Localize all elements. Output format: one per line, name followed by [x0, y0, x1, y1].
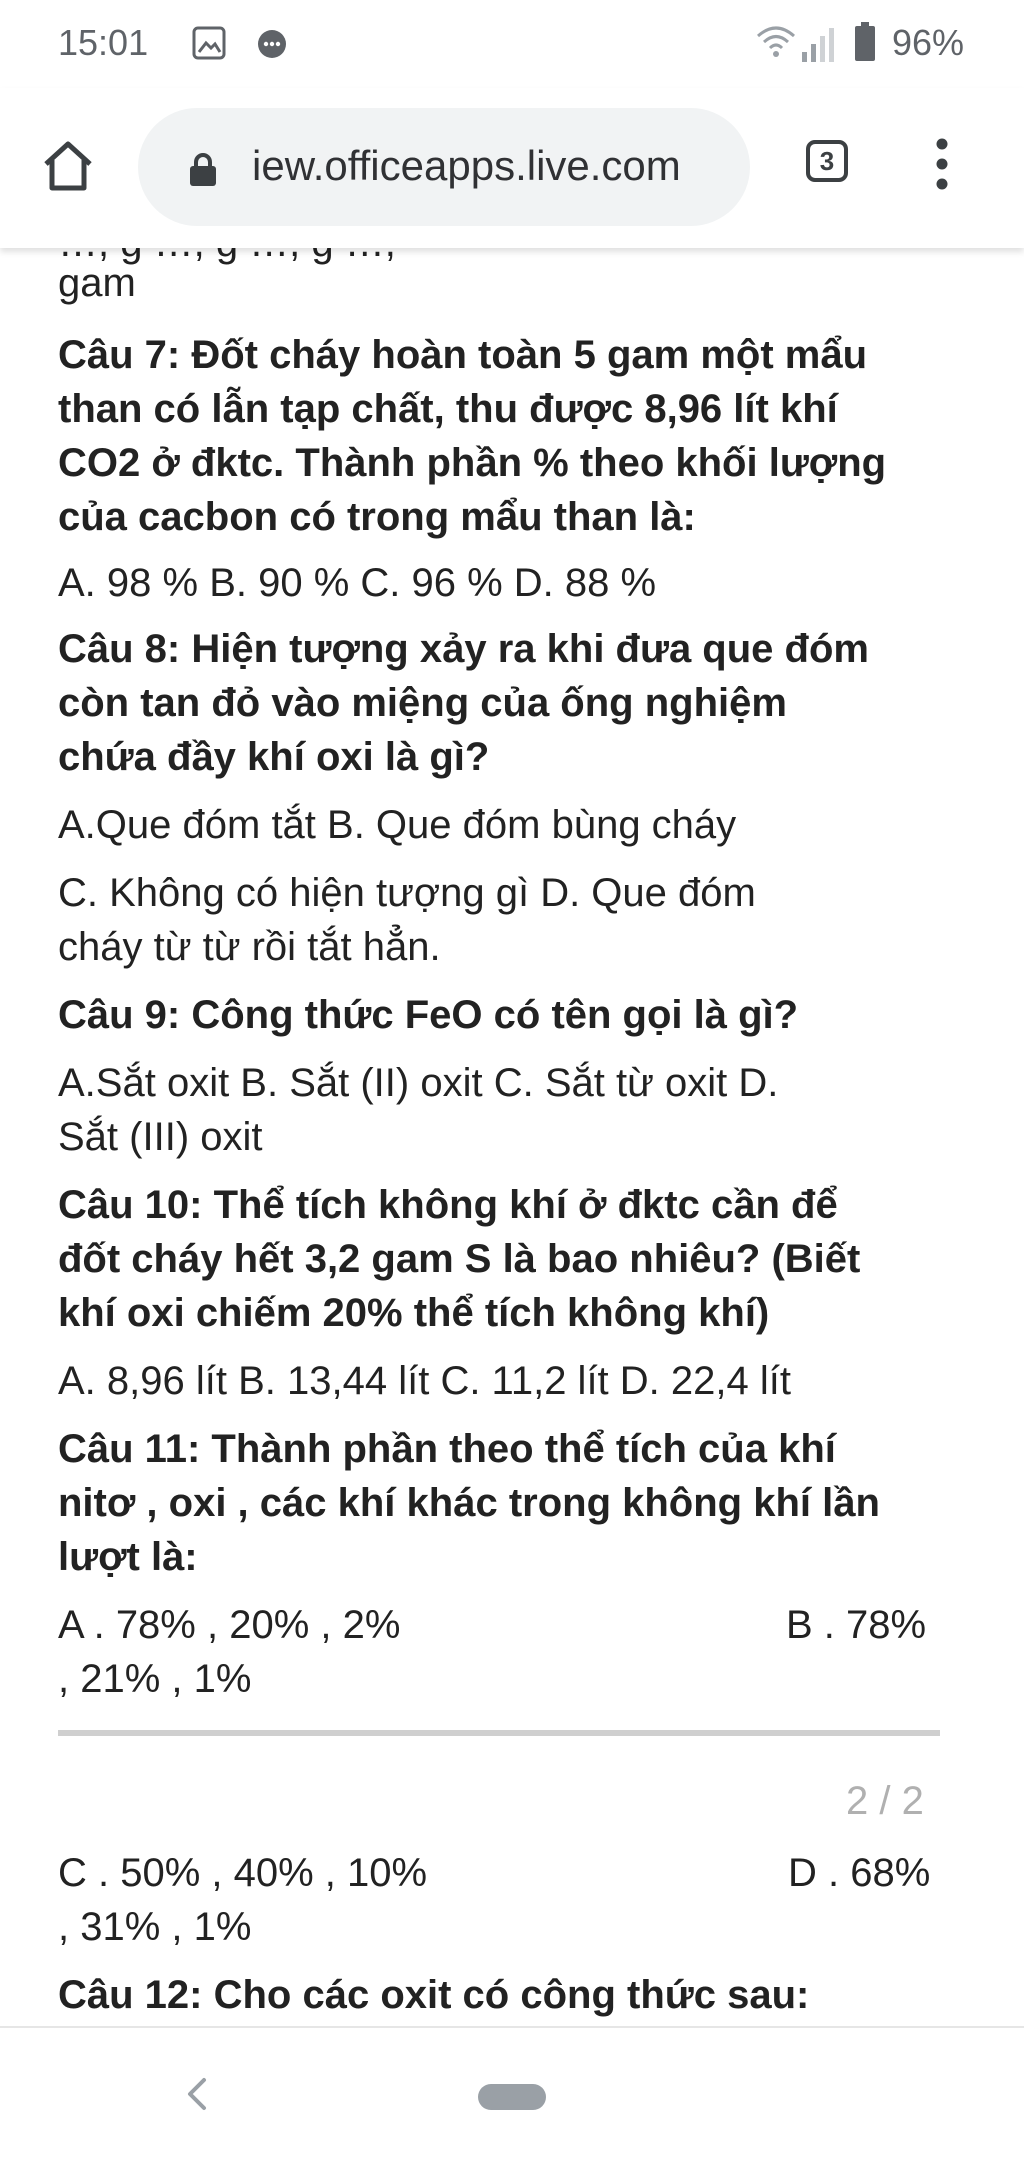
question-8-line-3: chứa đầy khí oxi là gì? — [58, 735, 490, 779]
back-icon[interactable] — [182, 2074, 212, 2114]
url-text[interactable]: iew.officeapps.live.com — [252, 142, 681, 189]
question-8-line-1: Câu 8: Hiện tượng xảy ra khi đưa que đóm — [58, 627, 869, 671]
battery-percent: 96% — [892, 22, 965, 63]
question-11-answer-a: A . 78% , 20% , 2% — [58, 1603, 401, 1647]
status-bar — [0, 0, 1024, 88]
prev-answer-tail: gam — [58, 261, 136, 305]
question-11-answer-d: D . 68% — [788, 1851, 931, 1895]
question-8-answers-1: A.Que đóm tắt B. Que đóm bùng cháy — [58, 803, 737, 847]
question-11-answer-b-cont: , 21% , 1% — [58, 1657, 252, 1701]
page-separator — [58, 1730, 940, 1736]
question-10-line-2: đốt cháy hết 3,2 gam S là bao nhiêu? (Biết — [58, 1237, 861, 1281]
question-8-answers-3: cháy từ từ rồi tắt hẳn. — [58, 925, 441, 969]
page-indicator: 2 / 2 — [846, 1779, 924, 1823]
question-10-line-3: khí oxi chiếm 20% thể tích không khí) — [58, 1291, 770, 1335]
lock-icon — [188, 152, 218, 186]
question-8-line-2: còn tan đỏ vào miệng của ống nghiệm — [58, 681, 787, 725]
question-11-answer-d-cont: , 31% , 1% — [58, 1905, 252, 1949]
question-11-answer-b: B . 78% — [786, 1603, 927, 1647]
question-7-line-1: Câu 7: Đốt cháy hoàn toàn 5 gam một mẩu — [58, 333, 868, 377]
battery-icon — [854, 22, 876, 62]
signal-icon — [800, 24, 840, 64]
tab-switcher-button[interactable]: 3 — [806, 140, 848, 182]
question-9-line-1: Câu 9: Công thức FeO có tên gọi là gì? — [58, 993, 799, 1037]
browser-toolbar — [0, 88, 1024, 248]
question-11-answer-c: C . 50% , 40% , 10% — [58, 1851, 428, 1895]
home-pill[interactable] — [478, 2084, 546, 2110]
question-11-line-1: Câu 11: Thành phần theo thể tích của khí — [58, 1427, 836, 1471]
question-8-answers-2: C. Không có hiện tượng gì D. Que đóm — [58, 871, 756, 915]
document-viewer[interactable] — [0, 248, 1024, 2026]
question-12-line-1: Câu 12: Cho các oxit có công thức sau: — [58, 1973, 810, 2017]
navigation-bar — [0, 2026, 1024, 2164]
question-11-line-3: lượt là: — [58, 1535, 198, 1579]
question-7-line-4: của cacbon có trong mẩu than là: — [58, 495, 696, 539]
question-10-answers: A. 8,96 lít B. 13,44 lít C. 11,2 lít D. 22,4 lít — [58, 1359, 791, 1403]
more-vert-icon[interactable] — [930, 134, 954, 194]
question-9-answers-1: A.Sắt oxit B. Sắt (II) oxit C. Sắt từ oxit D. — [58, 1061, 779, 1105]
question-10-line-1: Câu 10: Thể tích không khí ở đktc cần để — [58, 1183, 838, 1227]
message-icon — [256, 28, 288, 60]
wifi-icon — [754, 22, 798, 62]
address-bar[interactable] — [138, 108, 750, 226]
question-11-line-2: nitơ , oxi , các khí khác trong không khí lần — [58, 1481, 880, 1525]
image-icon — [192, 26, 226, 60]
question-9-answers-2: Sắt (III) oxit — [58, 1115, 263, 1159]
home-icon[interactable] — [40, 138, 96, 194]
question-7-line-2: than có lẫn tạp chất, thu được 8,96 lít khí — [58, 387, 838, 431]
status-time: 15:01 — [58, 22, 149, 63]
question-7-line-3: CO2 ở đktc. Thành phần % theo khối lượng — [58, 441, 887, 485]
question-7-answers: A. 98 % B. 90 % C. 96 % D. 88 % — [58, 561, 657, 605]
